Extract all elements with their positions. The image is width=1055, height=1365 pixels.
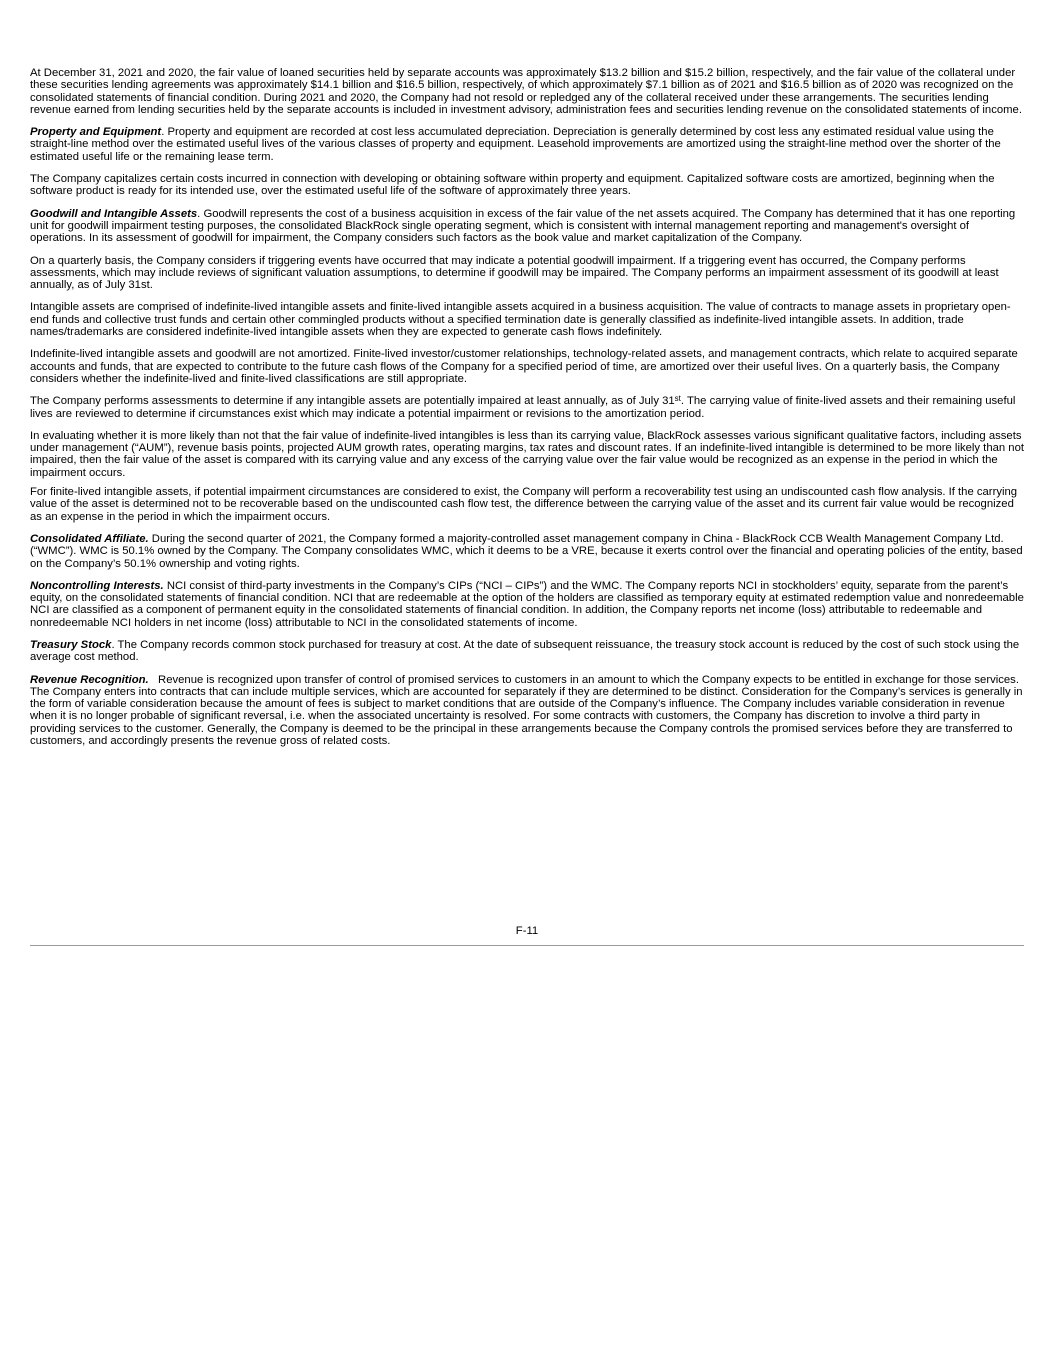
paragraph-goodwill-intangibles [30,208,1024,245]
paragraph-text: Revenue is recognized upon transfer of control of promised services to customers in an amount to which the Company expects to be entitled in exchange for those services. The Company enters into contracts that can include multiple services, which are accounted for separately if they are determined to be distinct. Consideration for the Company’s services is generally in the form of variable consideration because the amount of fees is subject to market conditions that are outside of the Company’s influence. The Company includes variable consideration in revenue when it is no longer probable of significant reversal, i.e. when the associated uncertainty is resolved. For some contracts with customers, the Company has discretion to involve a third party in providing services to the customer. Generally, the Company is deemed to be the principal in these arrangements because the Company controls the promised services before they are transferred to customers, and accordingly presents the revenue gross of related costs. [30,673,1026,748]
paragraph-text: The Company performs assessments to determine if any intangible assets are potentially impaired at least annually, as of July 31 [30,395,675,408]
footer-divider [30,945,1024,946]
paragraph-text: . Property and equipment are recorded at cost less accumulated depreciation. Depreciation is generally determined by cost less any estimated residual value using the straight-line method over the estimated useful lives of the various classes of property and equipment. Leasehold improvements are amortized using the straight-line method over the shorter of the estimated useful life or the remaining lease term. [30,126,1001,163]
paragraph-treasury-stock [30,639,1024,664]
paragraph-property-equipment [30,126,1024,163]
document-body [30,67,1024,757]
paragraph-text: The Company capitalizes certain costs incurred in connection with developing or obtaining software within property and equipment. Capitalized software costs are amortized, beginning when the software product is ready for its intended use, over the estimated useful life of the software of approximately three years. [30,173,995,198]
section-lead-property-equipment: Property and Equipment [30,126,162,139]
paragraph-revenue-recognition [30,674,1024,748]
paragraph-finite-lived [30,486,1024,523]
paragraph-text: NCI consist of third-party investments in the Company’s CIPs (“NCI – CIPs”) and the WMC. The Company reports NCI in stockholders’ equity, separate from the parent’s equity, on the consolidated statements of financial condition. NCI that are redeemable at the option of the holders are classified as temporary equity at estimated redemption value and nonredeemable NCI are classified as a component of permanent equity in the consolidated statements of financial condition. In addition, the Company reports net income (loss) attributable to redeemable and nonredeemable NCI holders in net income (loss) attributable to NCI in the consolidated statements of income. [30,579,1024,629]
paragraph-text: . Goodwill represents the cost of a business acquisition in excess of the fair value of the net assets acquired. The Company has determined that it has one reporting unit for goodwill impairment testing purposes, the consolidated BlackRock single operating segment, which is consistent with internal management reporting and management's oversight of operations. In its assessment of goodwill for impairment, the Company considers such factors as the book value and market capitalization of the Company. [30,207,1016,245]
section-lead-revenue-recognition: Revenue Recognition. [30,673,149,686]
page-number: F-11 [515,925,539,937]
paragraph-text: At December 31, 2021 and 2020, the fair value of loaned securities held by separate accounts was approximately $13.2 billion and $15.2 billion, respectively, and the fair value of the collateral under these securities lending agreements was approximately $14.1 billion and $16.5 billion, respectively, of which approximately $7.1 billion as of 2021 and $16.5 billion as of 2020 was recognized on the consolidated statements of financial condition. During 2021 and 2020, the Company had not resold or repledged any of the collateral received under these arrangements. The securities lending revenue earned from lending securities held by the separate accounts is included in investment advisory, administration fees and securities lending revenue on the consolidated statements of income. [30,67,1022,116]
paragraph-intangible-assets [30,301,1024,338]
paragraph-text: . The carrying value of finite-lived assets and their remaining useful lives are reviewed to determine if circumstances exist which may indicate a potential impairment or revisions to the amortization period. [30,395,1016,420]
paragraph-securities-lending [30,67,1024,116]
section-lead-consolidated-affiliate: Consolidated Affiliate. [30,532,149,545]
section-lead-noncontrolling-interests: Noncontrolling Interests. [30,579,164,592]
paragraph-noncontrolling-interests [30,580,1024,629]
paragraph-qualitative-factors [30,430,1024,479]
paragraph-text: In evaluating whether it is more likely than not that the fair value of indefinite-lived intangibles is less than its carrying value, BlackRock assesses various significant qualitative factors, including assets under management (“AUM”), revenue basis points, projected AUM growth rates, operating margins, tax rates and discount rates. If an indefinite-lived intangible is determined to be more likely than not impaired, then the fair value of the asset is compared with its carrying value and any excess of the carrying value over the fair value would be recognized as an expense in the period in which the impairment occurs. [30,429,1025,479]
paragraph-capitalized-software [30,173,1024,198]
section-lead-goodwill: Goodwill and Intangible Assets [30,207,198,220]
paragraph-consolidated-affiliate [30,533,1024,570]
paragraph-impairment-assessment [30,395,1024,420]
paragraph-text: For finite-lived intangible assets, if potential impairment circumstances are considered to exist, the Company will perform a recoverability test using an undiscounted cash flow analysis. If the carrying value of the asset is determined not to be recoverable based on the undiscounted cash flow test, the difference between the carrying value of the asset and its current fair value would be recognized as an expense in the period in which the impairment occurs. [30,486,1018,523]
paragraph-text: During the second quarter of 2021, the Company formed a majority-controlled asset management company in China - BlackRock CCB Wealth Management Company Ltd. (“WMC”). WMC is 50.1% owned by the Company. The Company consolidates WMC, which it deems to be a VRE, because it exerts control over the financial and operating policies of the entity, based on the Company’s 50.1% ownership and voting rights. [30,532,1023,570]
section-lead-treasury-stock: Treasury Stock [30,638,112,651]
paragraph-text: Indefinite-lived intangible assets and goodwill are not amortized. Finite-lived investor/customer relationships, technology-related assets, and management contracts, which relate to acquired separate accounts and funds, that are expected to contribute to the future cash flows of the Company for a specified period of time, are amortized over their useful lives. On a quarterly basis, the Company considers whether the indefinite-lived and finite-lived classifications are still appropriate. [30,348,1018,385]
paragraph-goodwill-quarterly [30,255,1024,292]
paragraph-text: . The Company records common stock purchased for treasury at cost. At the date of subsequent reissuance, the treasury stock account is reduced by the cost of such stock using the average cost method. [30,638,1020,664]
paragraph-indefinite-lived [30,348,1024,385]
paragraph-text: Intangible assets are comprised of indefinite-lived intangible assets and finite-lived intangible assets acquired in a business acquisition. The value of contracts to manage assets in proprietary open-end funds and collective trust funds and certain other commingled products without a specified termination date is generally classified as indefinite-lived intangible assets. In addition, trade names/trademarks are considered indefinite-lived intangible assets when they are expected to generate cash flows indefinitely. [30,301,1011,339]
ordinal-suffix: st [674,394,681,404]
paragraph-text: On a quarterly basis, the Company considers if triggering events have occurred that may indicate a potential goodwill impairment. If a triggering event has occurred, the Company performs assessments, which may include reviews of significant valuation assumptions, to determine if goodwill may be impaired. The Company performs an impairment assessment of its goodwill at least annually, as of July 31st. [30,254,999,292]
